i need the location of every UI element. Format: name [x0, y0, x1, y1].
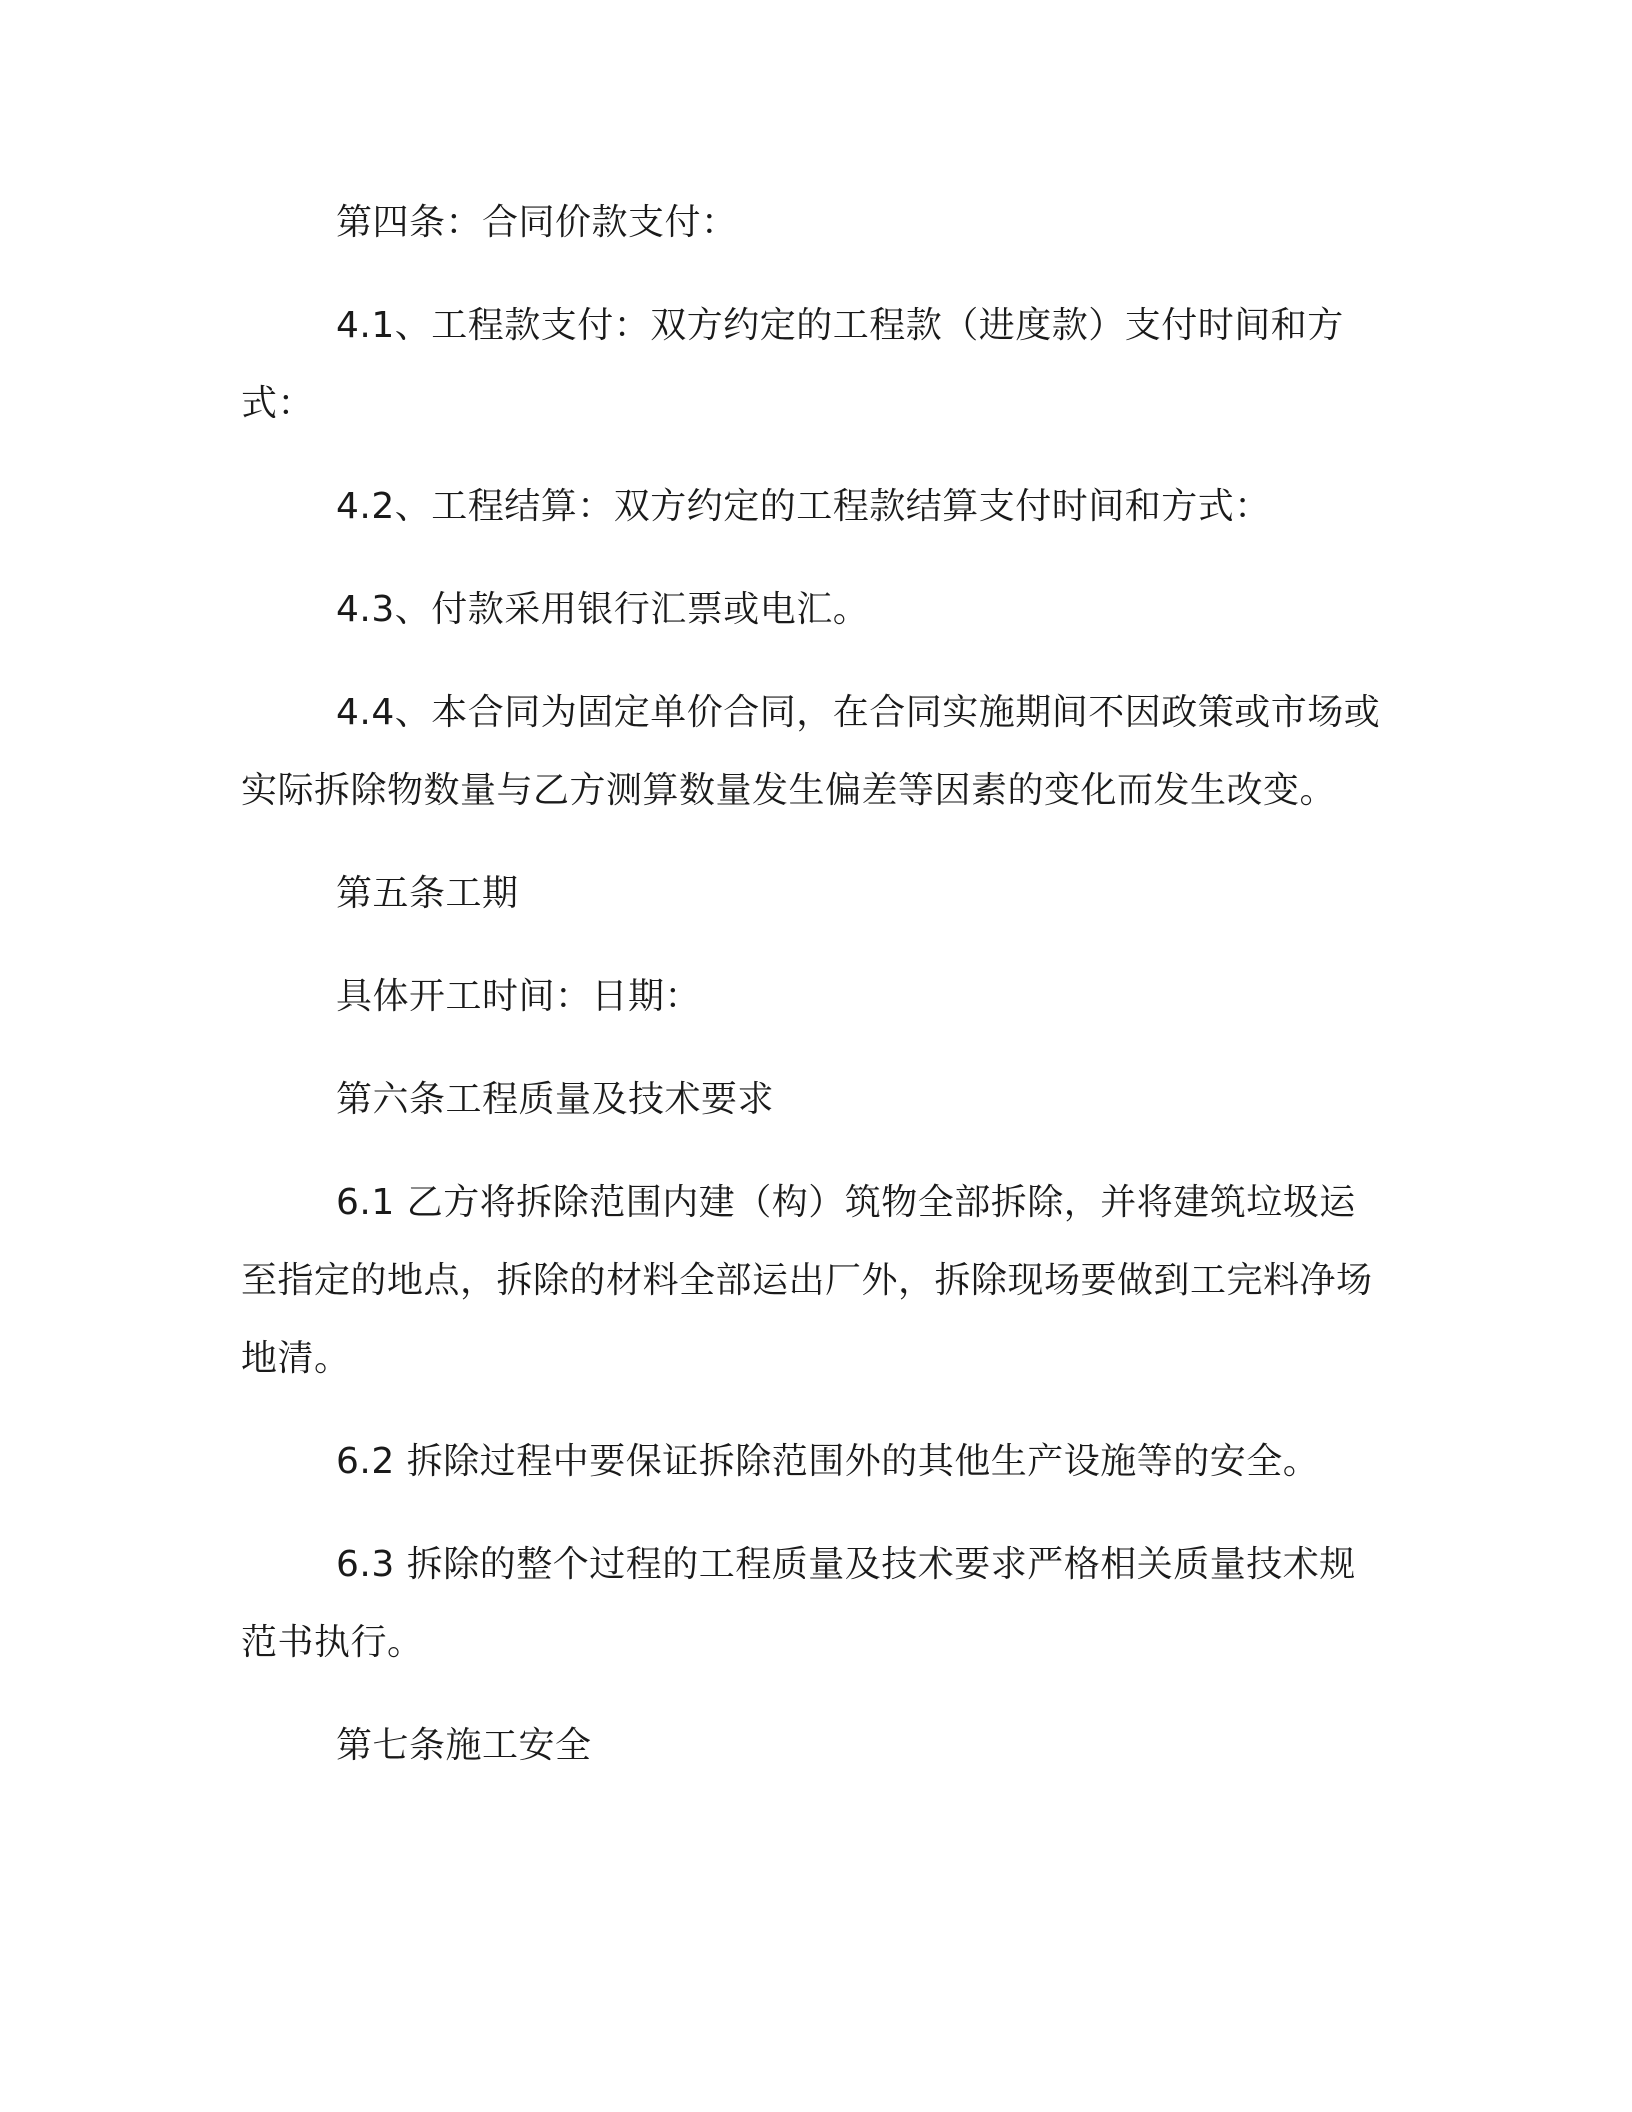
clause-4-1: 4.1、工程款支付：双方约定的工程款（进度款）支付时间和方式：	[241, 305, 1344, 424]
document-body	[241, 184, 1391, 1810]
start-date-line: 具体开工时间：日期：	[336, 976, 702, 1017]
clause-6-3: 6.3 拆除的整个过程的工程质量及技术要求严格相关质量技术规范书执行。	[241, 1544, 1356, 1663]
clause-4-2: 4.2、工程结算：双方约定的工程款结算支付时间和方式：	[336, 486, 1271, 527]
article-5-heading: 第五条工期	[336, 873, 519, 914]
clause-6-1: 6.1 乙方将拆除范围内建（构）筑物全部拆除，并将建筑垃圾运至指定的地点，拆除的材料全部运出厂外，拆除现场要做到工完料净场地清。	[241, 1182, 1373, 1379]
article-7-heading: 第七条施工安全	[336, 1725, 592, 1766]
article-4-heading: 第四条：合同价款支付：	[336, 202, 738, 243]
clause-6-2: 6.2 拆除过程中要保证拆除范围外的其他生产设施等的安全。	[336, 1441, 1320, 1482]
clause-4-4: 4.4、本合同为固定单价合同，在合同实施期间不因政策或市场或实际拆除物数量与乙方测算数量发生偏差等因素的变化而发生改变。	[241, 692, 1381, 811]
article-6-heading: 第六条工程质量及技术要求	[336, 1079, 775, 1120]
clause-4-3: 4.3、付款采用银行汇票或电汇。	[336, 589, 870, 630]
